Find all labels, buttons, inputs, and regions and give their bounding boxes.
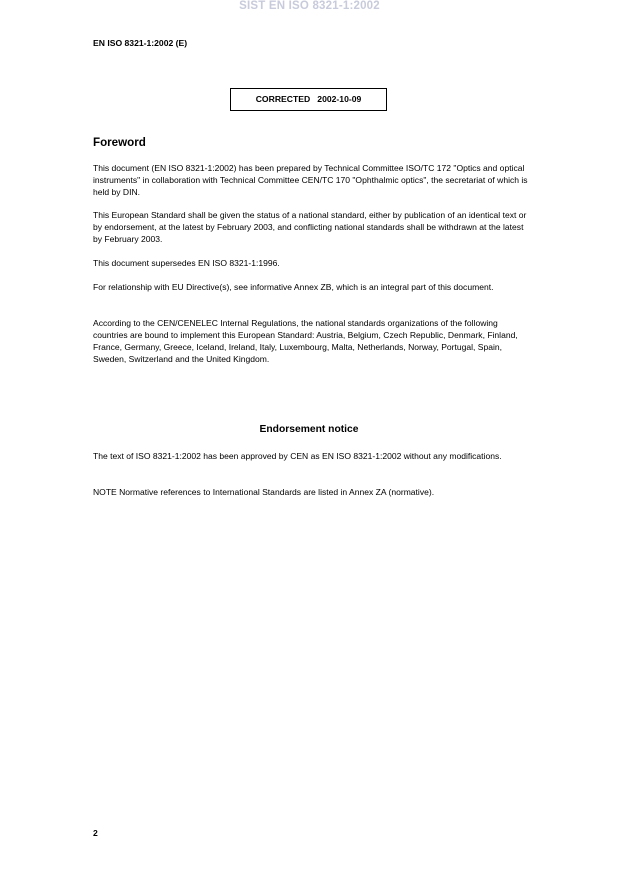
watermark: SIST EN ISO 8321-1:2002 bbox=[239, 0, 380, 12]
foreword-paragraph-2: This European Standard shall be given the status of a national standard, either by publication of an identical text or by endorsement, at the latest by February 2003, and conflicting national standards shall be withdrawn at the latest by February 2003. bbox=[93, 210, 527, 244]
page-number: 2 bbox=[93, 828, 98, 838]
document-id: EN ISO 8321-1:2002 (E) bbox=[93, 38, 188, 48]
foreword-heading: Foreword bbox=[93, 136, 146, 149]
foreword-paragraph-1: This document (EN ISO 8321-1:2002) has been prepared by Technical Committee ISO/TC 172 "Optics and optical instruments" in collaboration with Technical Committee CEN/TC 170 "Ophthalmic optics", the secretariat of which is held by DIN. bbox=[93, 163, 528, 197]
endorsement-heading: Endorsement notice bbox=[259, 424, 359, 435]
foreword-paragraph-4: For relationship with EU Directive(s), see informative Annex ZB, which is an integral part of this document. bbox=[93, 282, 494, 292]
corrected-notice: CORRECTED 2002-10-09 bbox=[230, 88, 387, 111]
endorsement-note: NOTE Normative references to International Standards are listed in Annex ZA (normative). bbox=[93, 487, 435, 497]
foreword-paragraph-5: According to the CEN/CENELEC Internal Regulations, the national standards organizations of the following countries are bound to implement this European Standard: Austria, Belgium, Czech Republic, Denmark, Finland, France, Germany, Greece, Iceland, Ireland, Italy, Luxembourg, Malta, Netherlands, Norway, Portugal, Spain, Sweden, Switzerland and the United Kingdom. bbox=[93, 318, 518, 364]
endorsement-paragraph-1: The text of ISO 8321-1:2002 has been approved by CEN as EN ISO 8321-1:2002 without any modifications. bbox=[93, 451, 502, 461]
foreword-paragraph-3: This document supersedes EN ISO 8321-1:1996. bbox=[93, 258, 280, 268]
